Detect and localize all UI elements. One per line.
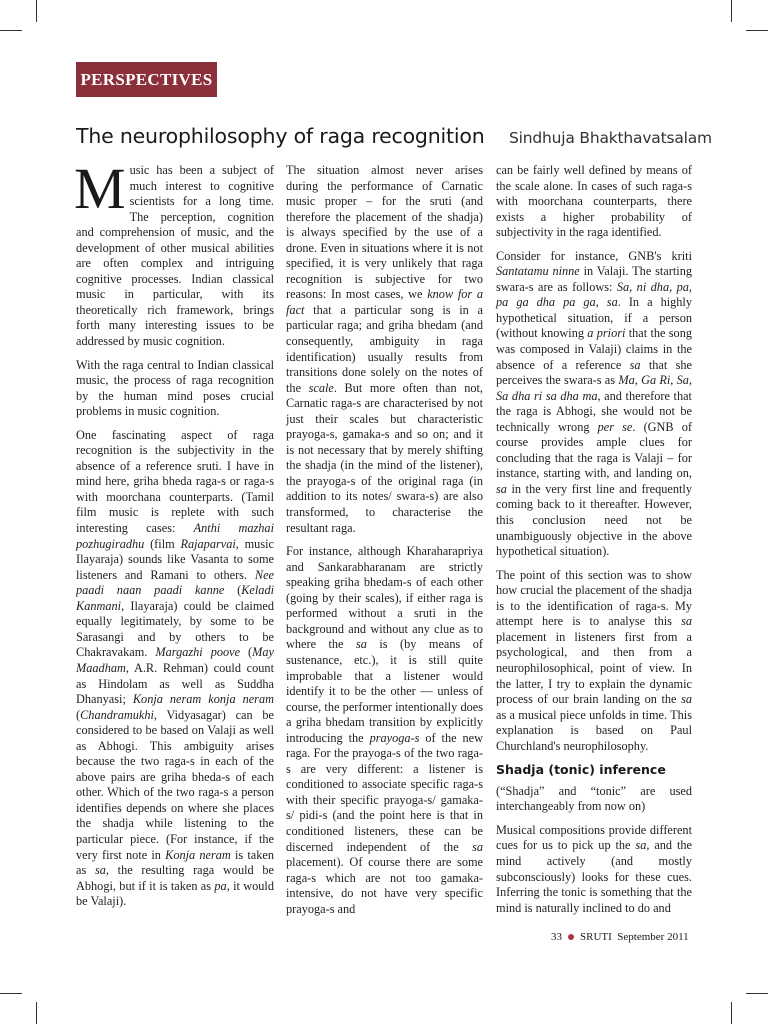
issue-date: September 2011 (617, 931, 689, 943)
swara: sa (629, 357, 641, 372)
swara: sa (681, 614, 692, 629)
text-run: . In a highly hypothetical situation, if a person (without knowing (496, 295, 692, 341)
swara: pa (214, 878, 227, 893)
text-run: Consider for instance, GNB's kriti (496, 248, 692, 263)
text-run: as a musical piece unfolds in time. This explanation is based on Paul Churchland's neurophilosophy. (496, 707, 692, 753)
section-heading: Shadja (tonic) inference (496, 762, 666, 778)
song-title: Santatamu ninne (496, 264, 580, 279)
article-title: The neurophilosophy of raga recognition (76, 124, 485, 148)
swara: sa (496, 481, 507, 496)
crop-mark (36, 1002, 37, 1024)
drop-cap: M (74, 156, 126, 221)
bullet-dot-icon (568, 934, 574, 940)
article-author: Sindhuja Bhakthavatsalam (509, 129, 712, 147)
magazine-name: SRUTI (580, 931, 612, 943)
column-2 (286, 163, 483, 925)
text-run: is taken as (76, 847, 274, 878)
text-run: that the song was composed in Valaji) claims in the absence of a reference (496, 326, 692, 372)
section-tag: PERSPECTIVES (76, 62, 217, 97)
paragraph (286, 163, 483, 536)
text-run: . But more often than not, Carnatic raga-s are characterised by not just their scales but characteristic prayoga-s, gamaka-s and so on; and it is not necessary that by merely shifting the shadja (in the mind of the listener), the prayoga-s of the original raga (in addition to its notes/ swara-s) are also transformed, to characterise the resultant raga. (286, 380, 483, 535)
crop-mark (746, 993, 768, 994)
page-number: 33 (551, 931, 562, 943)
page-footer (551, 931, 689, 943)
paragraph: (“Shadja” and “tonic” are used interchangeably from now on) (496, 783, 692, 814)
paragraph (496, 823, 692, 916)
text-run: ( (76, 707, 81, 722)
text-run: in Valaji. The starting swara-s are as follows: (496, 264, 692, 294)
text-run: that a particular song is in a particular raga; and griha bhedam (and consequently, ambiguity in raga identification) usually results from transitions done solely on the notes of the (286, 302, 483, 395)
text-run: Ilayaraja) could be claimed equally legitimately, by some to be Sarasangi and by others to be Chakravakam. (76, 598, 274, 660)
emphasis: prayoga-s (369, 730, 420, 745)
text-run: , it would be Valaji). (76, 878, 274, 909)
film-title: Rajaparvai, (180, 536, 239, 551)
text-run: of the new raga. For the prayoga-s of the two raga-s are very different: a listener is conditioned to associate specific raga-s with their specific prayoga-s/ gamaka-s/ pidi-s (and the point here is that in conditioned listeners, these can be discerned independent of the (286, 730, 483, 854)
swara: sa (472, 839, 483, 854)
text-run: (film (144, 536, 181, 551)
crop-mark (0, 993, 22, 994)
swara: sa (355, 637, 367, 652)
crop-mark (0, 30, 22, 31)
text-run: One fascinating aspect of raga recognition is the subjectivity in the absence of a reference sruti. I have in mind here, griha bheda raga-s or raga-s with moorchana counterparts. (Tamil film music is replete with such interesting cases: (76, 427, 274, 536)
text-run: is (by means of sustenance, etc.), it is still quite improbable that a listener would identify it to be the other — unless of course, the performer intentionally does a griha bhedam transition by explicitly introducing the (286, 637, 483, 745)
text-run: ( (240, 645, 253, 660)
crop-mark (731, 1002, 732, 1024)
text-run: . (GNB of course provides ample clues for concluding that the raga is Valaji – for instance, starting with, and landing on, (496, 419, 692, 481)
text-run: , A.R. Rehman) could count as Hindolam as well as Suddha Dhanyasi; (76, 660, 274, 707)
emphasis: scale (308, 380, 334, 395)
paragraph (76, 428, 274, 910)
emphasis: a priori (587, 326, 626, 341)
text-run: The situation almost never arises during the performance of Carnatic music proper – for the sruti (and therefore the placement of the shadja) is always specified by the use of a drone. Even in situations where it is not specified, it is very unlikely that raga recognition is subjective for two reasons: In most cases, we (286, 163, 483, 302)
film-title: Keladi Kanmani, (76, 583, 275, 613)
swara: sa (681, 692, 692, 707)
text-run: placement). Of course there are some raga-s which are not too gamaka-intensive, do not have very specific prayoga-s and (286, 855, 483, 916)
column-3 (496, 163, 692, 924)
text-run: Musical compositions provide different cues for us to pick up the (496, 822, 692, 853)
text-run: , Vidyasagar) can be considered to be based on Valaji as well as Abhogi. This ambiguity arises because the two raga-s in each of the above pairs are griha bheda-s of each other. Which of the two raga-s a person identifies depends on where she places the shadja while listening to the particular piece. (For instance, if the very first note in (76, 707, 274, 862)
paragraph (74, 156, 274, 350)
paragraph (496, 568, 692, 755)
text-run: ( (224, 583, 242, 598)
swara: sa, (94, 863, 109, 878)
column-1 (74, 156, 275, 918)
text-run: placement in listeners first from a psychological, and then from a neurophilosophical, point of view. In the latter, I try to explain the dynamic process of our brain landing on the (496, 629, 692, 707)
song-title: Margazhi poove (155, 645, 241, 660)
emphasis: per se (597, 419, 633, 434)
text-run: music Ilayaraja) sounds like Vasanta to some listeners and Ramani to others. (76, 536, 274, 582)
text-run: The point of this section was to show how crucial the placement of the shadja is to the identification of raga-s. My attempt here is to analyse this (496, 567, 692, 629)
paragraph (496, 249, 692, 560)
text-run: and the mind actively (and mostly subconsciously) looks for these cues. Inferring the tonic is something that the mind is naturally inclined to do and (496, 838, 692, 915)
song-title: Nee paadi naan paadi kanne (76, 567, 274, 598)
text-run: the resulting raga would be Abhogi, but if it is taken as (76, 863, 274, 893)
text-run: For instance, although Kharaharapriya and Sankarabharanam are strictly speaking griha bhedam-s of each other (going by their scales), if either raga is performed without a sruti in the background and without any clue as to where the (286, 544, 483, 652)
song-title: Anthi mazhai pozhugiradhu (76, 521, 274, 551)
song-title: Konja neram konja neram (132, 692, 274, 707)
paragraph: With the raga central to Indian classical music, the process of raga recognition by the human mind poses crucial problems in music cognition. (76, 357, 274, 419)
film-title: May Maadham (76, 645, 274, 675)
paragraph: can be fairly well defined by means of the scale alone. In cases of such raga-s with moorchana counterparts, there exists a higher probability of subjectivity in the raga identified. (496, 163, 692, 240)
crop-mark (746, 30, 768, 31)
text-run: that she perceives the swara-s as (496, 357, 692, 388)
emphasis: know for a fact (286, 287, 483, 317)
film-title: Chandramukhi (80, 707, 154, 722)
crop-mark (36, 0, 37, 22)
paragraph-text: usic has been a subject of much interest to cognitive scientists for a long time. The perception, cognition and comprehension of music, and the development of other musical abilities are often complex and intriguing cognitive processes. Indian classical music in particular, with its theoretically rich framework, brings forth many interesting issues to be addressed by music cognition. (76, 163, 274, 349)
paragraph (286, 544, 483, 917)
swara: sa, (635, 838, 650, 853)
text-run: , and therefore that the raga is Abhogi, she would not be technically wrong (496, 388, 692, 434)
song-title: Konja neram (165, 847, 231, 862)
swara-sequence: Ma, Ga Ri, Sa, Sa dha ri sa dha ma (496, 373, 693, 403)
swara-sequence: Sa, ni dha, pa, pa ga dha pa ga, sa (496, 279, 692, 310)
crop-mark (731, 0, 732, 22)
text-run: in the very first line and frequently coming back to it thereafter. However, this conclusion need not be unambiguously objective in the above hypothetical situation). (496, 481, 692, 559)
